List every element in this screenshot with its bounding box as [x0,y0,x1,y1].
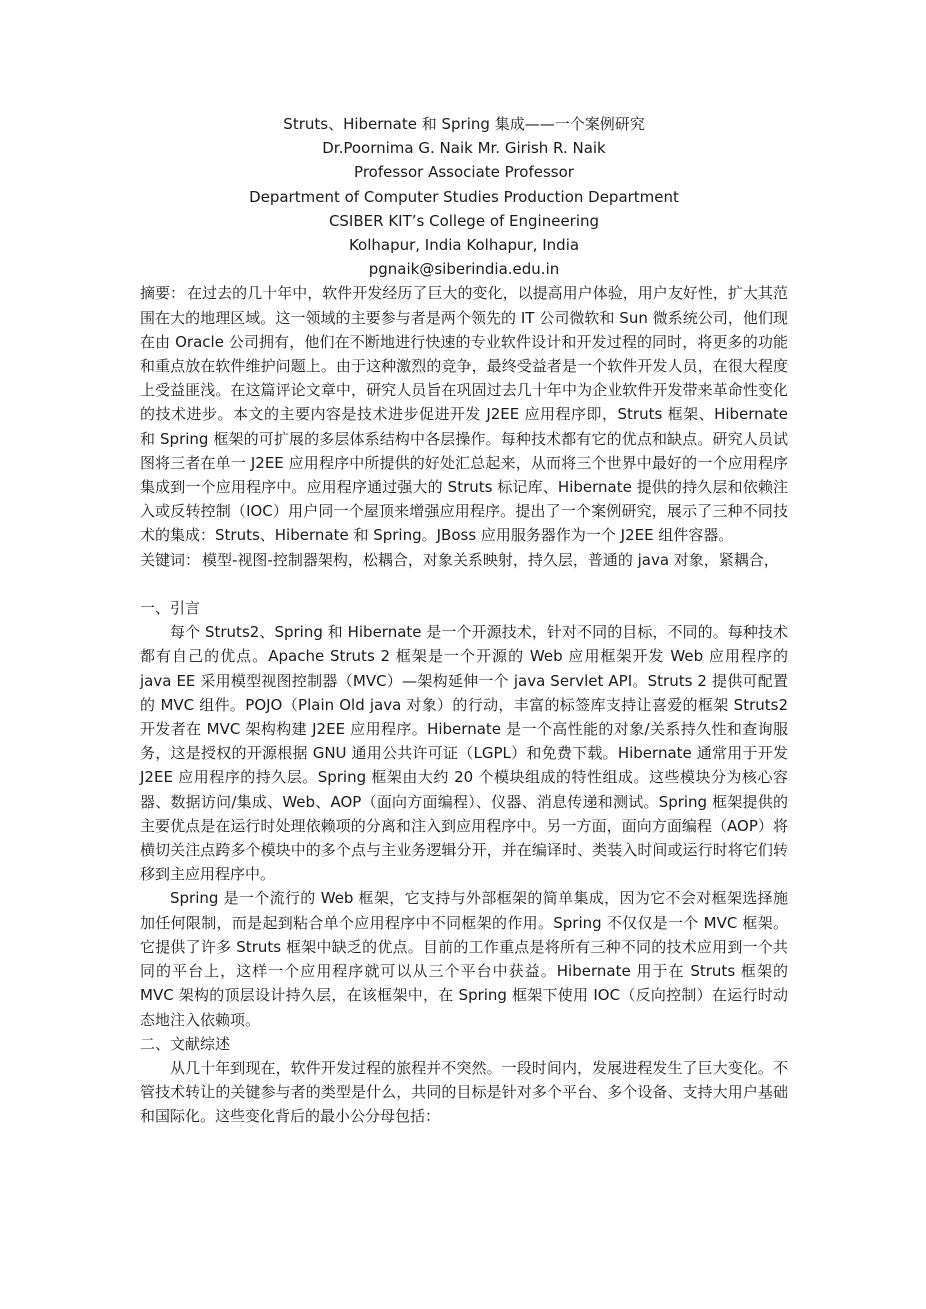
email-address: pgnaik@siberindia.edu.in [368,260,560,279]
paragraph: 从几十年到现在，软件开发过程的旅程并不突然。一段时间内，发展进程发生了巨大变化。不管技术转让的关键参与者的类型是什么，共同的目标是针对多个平台、多个设备、支持大用户基础和国际化。这些变化背后的最小公分母包括： [140,1058,788,1126]
abstract [140,281,788,547]
paper-title: Struts、Hibernate 和 Spring 集成——一个案例研究 [283,115,645,133]
author-positions: Professor Associate Professor [354,163,574,182]
author-names: Dr.Poornima G. Naik Mr. Girish R. Naik [322,139,606,158]
paragraph: 每个 Struts2、Spring 和 Hibernate 是一个开源技术，针对不同的目标，不同的。每种技术都有自己的优点。Apache Struts 2 框架是一个开源的 Web 应用框架开发 Web 应用程序的 java EE 采用模型视图控制器（MVC）—架构延伸一个 java Servlet API。Struts 2 提供可配置的 MVC 组件。POJO（Plain Old java 对象）的行动，丰富的标签库支持让喜爱的框架 Struts2 开发者在 MVC 架构构建 J2EE 应用程序。Hibernate 是一个高性能的对象/关系持久性和查询服务，这是授权的开源根据 GNU 通用公共许可证（LGPL）和免费下载。Hibernate 通常用于开发 J2EE 应用程序的持久层。Spring 框架由大约 20 个模块组成的特性组成。这些模块分为核心容器、数据访问/集成、Web、AOP（面向方面编程）、仪器、消息传递和测试。Spring 框架提供的主要优点是在运行时处理依赖项的分离和注入到应用程序中。另一方面，面向方面编程（AOP）将横切关注点跨多个模块中的多个点与主业务逻辑分开，并在编译时、类装入时间或运行时将它们转移到主应用程序中。 [140,623,788,884]
abstract-text: 在过去的几十年中，软件开发经历了巨大的变化，以提高用户体验，用户友好性，扩大其范围在大的地理区域。这一领域的主要参与者是两个领先的 IT 公司微软和 Sun 微系统公司，他们现在由 Oracle 公司拥有，他们在不断地进行快速的专业软件设计和开发过程的同时，将更多的功能和重点放在软件维护问题上。由于这种激烈的竞争，最终受益者是一个软件开发人员，在很大程度上受益匪浅。在这篇评论文章中，研究人员旨在巩固过去几十年中为企业软件开发带来革命性变化的技术进步。本文的主要内容是技术进步促进开发 J2EE 应用程序即，Struts 框架、Hibernate 和 Spring 框架的可扩展的多层体系结构中各层操作。每种技术都有它的优点和缺点。研究人员试图将三者在单一 J2EE 应用程序中所提供的好处汇总起来，从而将三个世界中最好的一个应用程序集成到一个应用程序中。应用程序通过强大的 Struts 标记库、Hibernate 提供的持久层和依赖注入或反转控制（IOC）用户同一个屋顶来增强应用程序。提出了一个案例研究，展示了三种不同技术的集成：Struts、Hibernate 和 Spring。JBoss 应用服务器作为一个 J2EE 组件容器。 [140,284,788,545]
paragraph: Spring 是一个流行的 Web 框架，它支持与外部框架的简单集成，因为它不会对框架选择施加任何限制，而是起到粘合单个应用程序中不同框架的作用。Spring 不仅仅是一个 MVC 框架。它提供了许多 Struts 框架中缺乏的优点。目前的工作重点是将所有三种不同的技术应用到一个共同的平台上，这样一个应用程序就可以从三个平台中获益。Hibernate 用于在 Struts 框架的 MVC 架构的顶层设计持久层，在该框架中，在 Spring 框架下使用 IOC（反向控制）在运行时动态地注入依赖项。 [140,889,788,1029]
abstract-label: 摘要： [140,284,186,303]
paper-page [140,112,788,1129]
institution: CSIBER KIT’s College of Engineering [328,211,600,230]
spacer [140,572,788,596]
keywords-text: 模型-视图-控制器架构，松耦合，对象关系映射，持久层，普通的 java 对象，紧耦合， [202,550,779,569]
section-heading-literature-review: 二、文献综述 [140,1034,231,1053]
location: Kolhapur, India Kolhapur, India [348,236,580,255]
keywords [140,548,788,572]
section-heading-introduction: 一、引言 [140,599,201,618]
author-departments: Department of Computer Studies Production Department [249,187,679,206]
keywords-label: 关键词： [140,550,201,569]
